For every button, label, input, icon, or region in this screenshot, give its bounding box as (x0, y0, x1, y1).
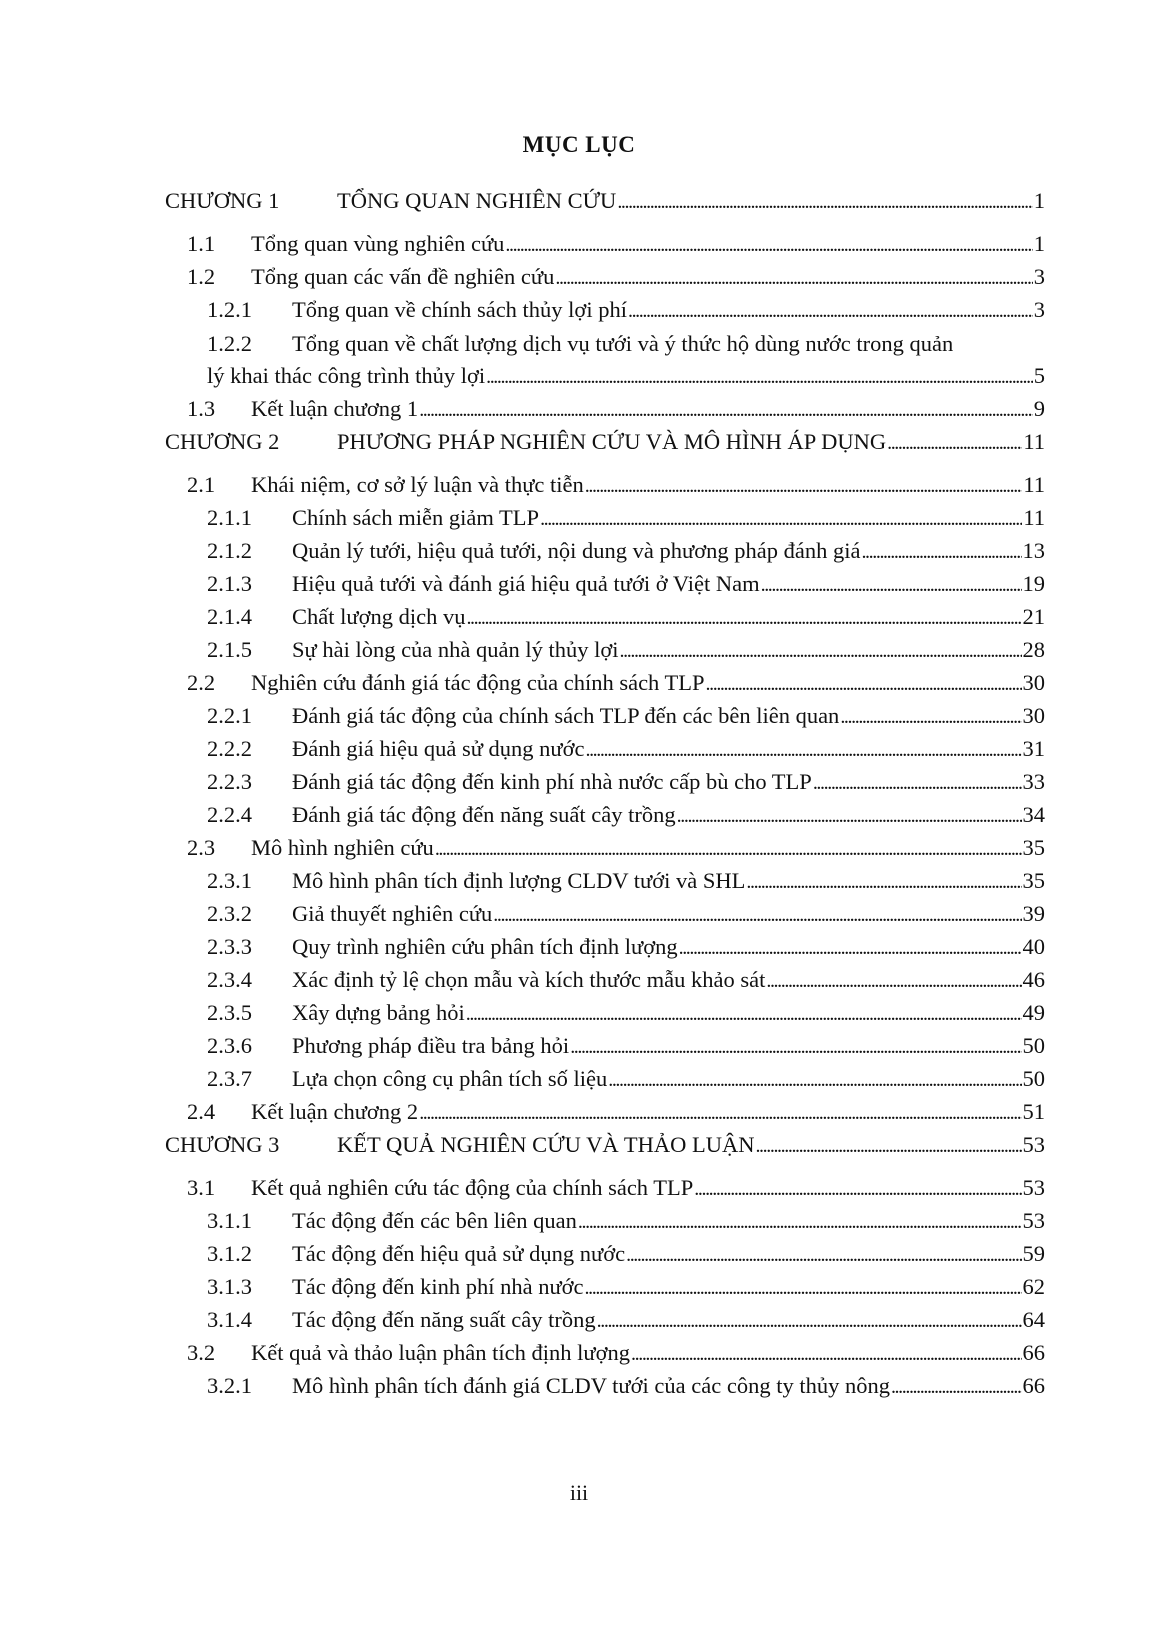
toc-entry-number: 1.2 (187, 264, 216, 289)
toc-dot-leader (570, 1031, 1021, 1062)
toc-entry[interactable] (165, 394, 1045, 427)
toc-dot-leader (631, 1338, 1021, 1369)
toc-dot-leader (493, 899, 1021, 930)
toc-entry[interactable] (165, 998, 1045, 1031)
toc-entry-page: 11 (1023, 429, 1045, 454)
toc-entry[interactable] (165, 734, 1045, 767)
toc-entry-number: 3.1.1 (207, 1208, 252, 1233)
toc-entry-page: 66 (1022, 1340, 1045, 1365)
toc-entry[interactable] (165, 668, 1045, 701)
toc-entry-title: Tổng quan vùng nghiên cứu (251, 231, 505, 256)
toc-dot-leader (620, 635, 1022, 666)
toc-entry-number: 3.1 (187, 1175, 216, 1200)
toc-entry-number: 2.3.5 (207, 1000, 252, 1025)
toc-entry[interactable] (165, 470, 1045, 503)
toc-entry-title: Giả thuyết nghiên cứu (292, 901, 493, 926)
toc-entry[interactable] (165, 833, 1045, 866)
toc-entry-number: CHƯƠNG 2 (165, 429, 280, 454)
toc-entry-number: 2.3.2 (207, 901, 252, 926)
toc-entry-page: 50 (1022, 1066, 1045, 1091)
toc-entry-number: 2.3.1 (207, 868, 252, 893)
toc-entry[interactable] (165, 1064, 1045, 1097)
toc-entry-number: 3.1.4 (207, 1307, 252, 1332)
toc-entry-number: 2.2.4 (207, 802, 252, 827)
toc-entry-title: Đánh giá tác động đến kinh phí nhà nước cấp bù cho TLP (292, 769, 812, 794)
toc-entry[interactable] (165, 932, 1045, 965)
toc-entry[interactable] (165, 602, 1045, 635)
toc-dot-leader (840, 701, 1021, 732)
toc-entry-number: 2.3.4 (207, 967, 252, 992)
toc-entry-title: Tổng quan các vấn đề nghiên cứu (251, 264, 555, 289)
toc-dot-leader (466, 602, 1021, 633)
toc-entry-title: Phương pháp điều tra bảng hỏi (292, 1033, 570, 1058)
toc-entry-title: Khái niệm, cơ sở lý luận và thực tiễn (251, 472, 584, 497)
toc-entry-title: Tác động đến kinh phí nhà nước (292, 1274, 584, 1299)
toc-dot-leader (505, 229, 1032, 260)
page-number: iii (569, 1480, 589, 1505)
toc-entry[interactable] (165, 1173, 1045, 1206)
toc-entry-page: 11 (1023, 505, 1045, 530)
toc-entry-number: 2.3 (187, 835, 216, 860)
toc-entry-number: 2.3.6 (207, 1033, 252, 1058)
toc-entry-title: Tác động đến các bên liên quan (292, 1208, 577, 1233)
toc-entry-page: 53 (1022, 1132, 1045, 1157)
toc-entry-page: 35 (1022, 868, 1045, 893)
toc-dot-leader (766, 965, 1021, 996)
toc-entry-page: 53 (1022, 1208, 1045, 1233)
toc-entry-title: Mô hình phân tích đánh giá CLDV tưới của các công ty thủy nông (292, 1373, 890, 1398)
toc-entry[interactable] (165, 1338, 1045, 1371)
toc-dot-leader (887, 427, 1022, 458)
toc-entry-page: 9 (1033, 396, 1045, 421)
toc-entry[interactable] (165, 1371, 1045, 1404)
toc-entry[interactable] (165, 800, 1045, 833)
toc-entry-page: 34 (1022, 802, 1045, 827)
toc-dot-leader (617, 186, 1032, 217)
toc-entry[interactable] (165, 503, 1045, 536)
toc-entry-number: 1.2.2 (207, 331, 252, 356)
toc-entry-page: 62 (1022, 1274, 1045, 1299)
toc-entry[interactable] (165, 1031, 1045, 1064)
toc-entry-number: 2.1 (187, 472, 216, 497)
toc-entry-title: Nghiên cứu đánh giá tác động của chính sách TLP (251, 670, 705, 695)
toc-entry-page: 3 (1033, 297, 1045, 322)
toc-entry-title: Mô hình phân tích định lượng CLDV tưới và SHL (292, 868, 746, 893)
toc-entry-title: Mô hình nghiên cứu (251, 835, 434, 860)
toc-entry[interactable] (165, 262, 1045, 295)
toc-entry-number: 2.1.3 (207, 571, 252, 596)
toc-dot-leader (706, 668, 1022, 699)
toc-entry[interactable] (165, 536, 1045, 569)
toc-dot-leader (578, 1206, 1022, 1237)
toc-entry[interactable] (165, 965, 1045, 998)
toc-entry-number: 3.2.1 (207, 1373, 252, 1398)
toc-chapter-entry[interactable] (165, 186, 1045, 220)
toc-entry-title: Xác định tỷ lệ chọn mẫu và kích thước mẫu khảo sát (292, 967, 766, 992)
toc-entry-page: 50 (1022, 1033, 1045, 1058)
toc-entry-page: 19 (1022, 571, 1045, 596)
toc-entry-title: Lựa chọn công cụ phân tích số liệu (292, 1066, 608, 1091)
toc-entry-title: TỔNG QUAN NGHIÊN CỨU (337, 188, 617, 213)
toc-entry[interactable] (165, 1097, 1045, 1130)
toc-entry-number: 2.2.3 (207, 769, 252, 794)
table-of-contents (165, 186, 1045, 1404)
toc-entry-number: 2.2.2 (207, 736, 252, 761)
toc-entry[interactable] (165, 295, 1045, 328)
toc-entry-page: 11 (1023, 472, 1045, 497)
toc-dot-leader (891, 1371, 1022, 1402)
toc-entry-page: 35 (1022, 835, 1045, 860)
toc-entry[interactable] (165, 229, 1045, 262)
toc-entry-title: Đánh giá tác động đến năng suất cây trồng (292, 802, 676, 827)
toc-dot-leader (679, 932, 1022, 963)
toc-entry-page: 49 (1022, 1000, 1045, 1025)
toc-entry-number: 2.1.1 (207, 505, 252, 530)
toc-entry-page: 28 (1022, 637, 1045, 662)
toc-entry-title: Kết luận chương 2 (251, 1099, 419, 1124)
toc-entry-title: Tác động đến hiệu quả sử dụng nước (292, 1241, 626, 1266)
toc-entry-page: 66 (1022, 1373, 1045, 1398)
toc-dot-leader (419, 1097, 1021, 1128)
toc-dot-leader (813, 767, 1022, 798)
toc-dot-leader (466, 998, 1022, 1029)
toc-entry-page: 31 (1022, 736, 1045, 761)
toc-entry-page: 21 (1022, 604, 1045, 629)
toc-entry[interactable] (165, 1239, 1045, 1272)
toc-dot-leader (677, 800, 1022, 831)
toc-entry-page: 64 (1022, 1307, 1045, 1332)
toc-entry-title: PHƯƠNG PHÁP NGHIÊN CỨU VÀ MÔ HÌNH ÁP DỤNG (337, 429, 887, 454)
toc-entry[interactable] (165, 1272, 1045, 1305)
toc-entry-number: CHƯƠNG 1 (165, 188, 280, 213)
toc-dot-leader (486, 360, 1033, 393)
toc-entry-page: 33 (1022, 769, 1045, 794)
toc-entry-number: 2.3.7 (207, 1066, 252, 1091)
toc-dot-leader (628, 295, 1033, 326)
toc-dot-leader (626, 1239, 1021, 1270)
toc-entry-page: 5 (1033, 363, 1045, 388)
toc-entry-page: 39 (1022, 901, 1045, 926)
toc-entry-title: Chính sách miễn giảm TLP (292, 505, 540, 530)
toc-entry-page: 51 (1022, 1099, 1045, 1124)
toc-dot-leader (755, 1130, 1021, 1161)
toc-entry-title-continued: lý khai thác công trình thủy lợi (207, 363, 486, 388)
toc-entry-title: Sự hài lòng của nhà quản lý thủy lợi (292, 637, 619, 662)
toc-dot-leader (861, 536, 1021, 567)
toc-entry-title: Hiệu quả tưới và đánh giá hiệu quả tưới ở Việt Nam (292, 571, 760, 596)
toc-entry-title: Xây dựng bảng hỏi (292, 1000, 465, 1025)
toc-entry-title: Đánh giá tác động của chính sách TLP đến các bên liên quan (292, 703, 840, 728)
toc-entry-title: Quy trình nghiên cứu phân tích định lượng (292, 934, 678, 959)
toc-entry[interactable] (165, 1305, 1045, 1338)
toc-dot-leader (597, 1305, 1022, 1336)
toc-entry-title: Đánh giá hiệu quả sử dụng nước (292, 736, 585, 761)
toc-entry-page: 30 (1022, 703, 1045, 728)
toc-entry[interactable] (165, 701, 1045, 734)
toc-dot-leader (555, 262, 1032, 293)
toc-dot-leader (419, 394, 1033, 425)
toc-entry-number: 2.2.1 (207, 703, 252, 728)
toc-entry-number: 2.2 (187, 670, 216, 695)
toc-dot-leader (585, 1272, 1022, 1303)
toc-entry-number: 2.3.3 (207, 934, 252, 959)
toc-entry-title: Chất lượng dịch vụ (292, 604, 466, 629)
toc-entry-number: 3.1.3 (207, 1274, 252, 1299)
toc-chapter-entry[interactable] (165, 1130, 1045, 1164)
toc-entry-page: 53 (1022, 1175, 1045, 1200)
toc-entry-title: Tác động đến năng suất cây trồng (292, 1307, 596, 1332)
toc-entry-page: 46 (1022, 967, 1045, 992)
toc-entry[interactable] (165, 866, 1045, 899)
toc-entry-number: 1.2.1 (207, 297, 252, 322)
toc-entry-page: 3 (1033, 264, 1045, 289)
toc-entry-page: 1 (1033, 231, 1045, 256)
toc-entry-title: Tổng quan về chất lượng dịch vụ tưới và ý thức hộ dùng nước trong quản (292, 331, 954, 356)
toc-dot-leader (435, 833, 1022, 864)
toc-entry-number: 1.3 (187, 396, 216, 421)
toc-entry-number: 3.2 (187, 1340, 216, 1365)
toc-dot-leader (585, 734, 1021, 765)
toc-entry-title: Kết quả và thảo luận phân tích định lượng (251, 1340, 631, 1365)
toc-dot-leader (540, 503, 1022, 534)
toc-entry-number: 2.1.2 (207, 538, 252, 563)
toc-entry-page: 40 (1022, 934, 1045, 959)
toc-entry[interactable] (165, 635, 1045, 668)
toc-entry-number: 2.1.4 (207, 604, 252, 629)
toc-entry-title: Tổng quan về chính sách thủy lợi phí (292, 297, 627, 322)
toc-entry-title: Kết quả nghiên cứu tác động của chính sách TLP (251, 1175, 694, 1200)
toc-dot-leader (585, 470, 1023, 501)
toc-dot-leader (608, 1064, 1021, 1095)
toc-dot-leader (761, 569, 1022, 600)
toc-entry-page: 1 (1033, 188, 1045, 213)
toc-entry-number: 1.1 (187, 231, 216, 256)
toc-entry-number: CHƯƠNG 3 (165, 1132, 280, 1157)
toc-entry-page: 13 (1022, 538, 1045, 563)
toc-entry-number: 2.1.5 (207, 637, 252, 662)
toc-chapter-entry[interactable] (165, 427, 1045, 461)
page-title: MỤC LỤC (522, 132, 636, 157)
toc-entry[interactable] (165, 569, 1045, 602)
toc-dot-leader (746, 866, 1021, 897)
toc-entry[interactable] (165, 328, 1045, 394)
toc-entry-page: 30 (1022, 670, 1045, 695)
toc-entry[interactable] (165, 899, 1045, 932)
toc-entry-title: KẾT QUẢ NGHIÊN CỨU VÀ THẢO LUẬN (337, 1132, 755, 1157)
toc-entry-number: 3.1.2 (207, 1241, 252, 1266)
toc-entry[interactable] (165, 767, 1045, 800)
toc-entry-title: Quản lý tưới, hiệu quả tưới, nội dung và phương pháp đánh giá (292, 538, 861, 563)
toc-entry-page: 59 (1022, 1241, 1045, 1266)
toc-entry-number: 2.4 (187, 1099, 216, 1124)
toc-entry-title: Kết luận chương 1 (251, 396, 419, 421)
toc-entry[interactable] (165, 1206, 1045, 1239)
toc-dot-leader (694, 1173, 1021, 1204)
